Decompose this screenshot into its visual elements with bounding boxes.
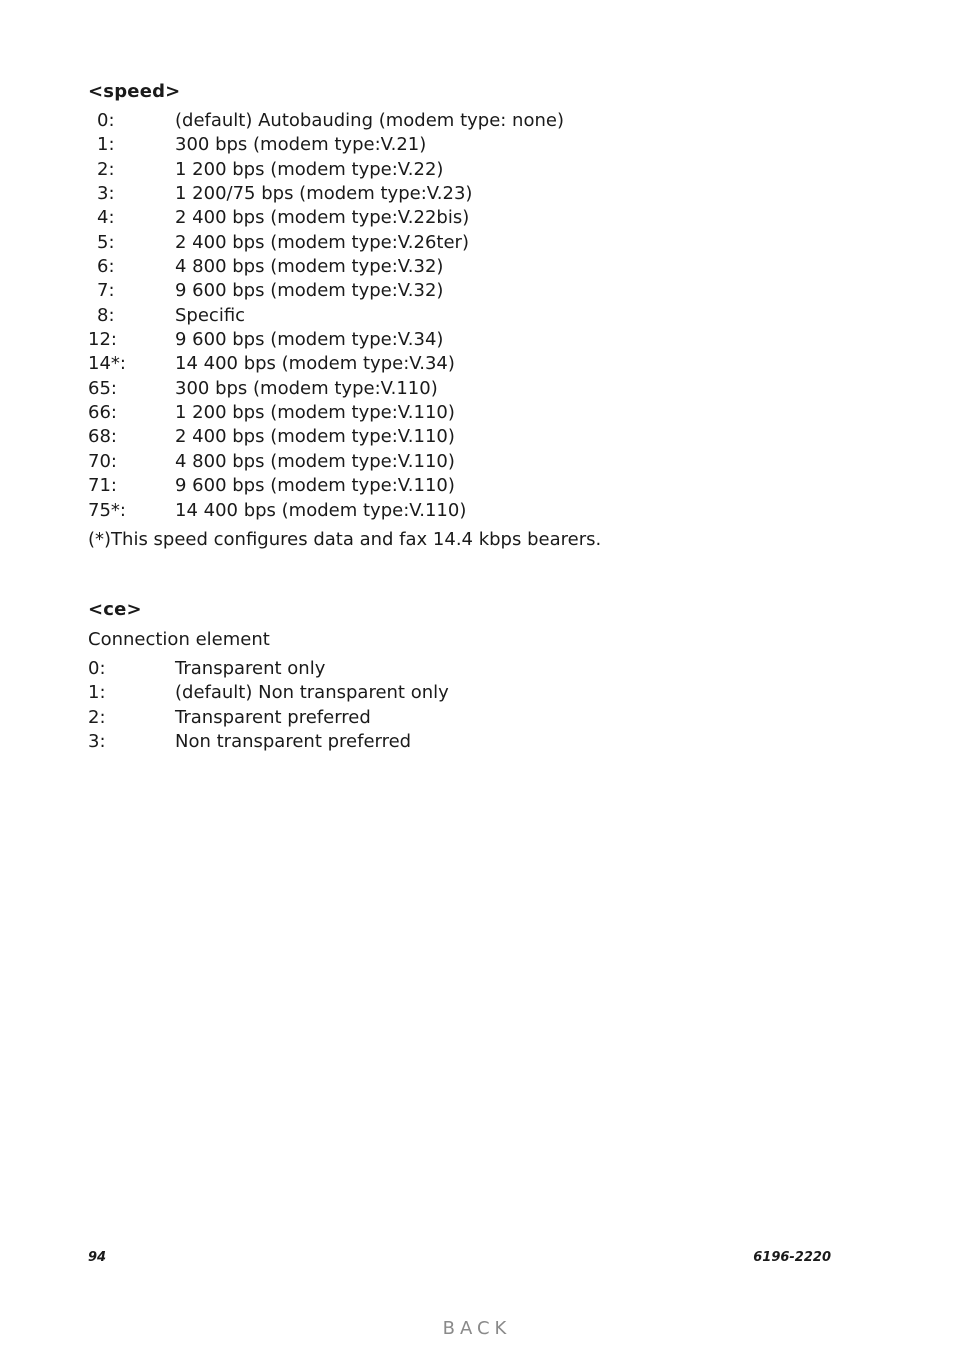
value-code: 1: bbox=[88, 682, 106, 704]
speed-value-list bbox=[88, 109, 848, 523]
value-description: 9 600 bps (modem type:V.32) bbox=[175, 280, 444, 302]
speed-heading: <speed> bbox=[88, 81, 181, 102]
list-item bbox=[88, 109, 848, 133]
page-number: 94 bbox=[88, 1250, 107, 1265]
value-code: 71: bbox=[88, 475, 117, 497]
value-code: 14*: bbox=[88, 353, 126, 375]
document-page bbox=[88, 80, 848, 754]
value-description: 14 400 bps (modem type:V.34) bbox=[175, 353, 455, 375]
list-item bbox=[88, 681, 848, 705]
ce-value-list bbox=[88, 657, 848, 754]
value-code: 68: bbox=[88, 426, 117, 448]
value-description: 2 400 bps (modem type:V.22bis) bbox=[175, 207, 470, 229]
list-item bbox=[88, 352, 848, 376]
list-item bbox=[88, 231, 848, 255]
value-code: 4: bbox=[97, 207, 115, 229]
list-item bbox=[88, 279, 848, 303]
list-item bbox=[88, 182, 848, 206]
value-description: 1 200 bps (modem type:V.110) bbox=[175, 402, 455, 424]
value-description: 1 200/75 bps (modem type:V.23) bbox=[175, 183, 473, 205]
value-code: 6: bbox=[97, 256, 115, 278]
list-item bbox=[88, 425, 848, 449]
list-item bbox=[88, 499, 848, 523]
back-link[interactable]: BACK bbox=[442, 1318, 512, 1339]
value-code: 5: bbox=[97, 231, 115, 253]
list-item bbox=[88, 133, 848, 157]
list-item bbox=[88, 158, 848, 182]
list-item bbox=[88, 450, 848, 474]
list-item bbox=[88, 304, 848, 328]
list-item bbox=[88, 377, 848, 401]
list-item bbox=[88, 255, 848, 279]
value-description: Non transparent preferred bbox=[175, 730, 412, 752]
value-code: 3: bbox=[97, 183, 115, 205]
list-item bbox=[88, 730, 848, 754]
value-code: 0: bbox=[97, 110, 115, 131]
value-code: 8: bbox=[97, 304, 115, 326]
list-item bbox=[88, 706, 848, 730]
value-code: 75*: bbox=[88, 499, 126, 521]
value-description: Transparent only bbox=[175, 657, 326, 679]
value-code: 66: bbox=[88, 402, 117, 424]
value-code: 2: bbox=[97, 158, 115, 180]
value-code: 12: bbox=[88, 329, 117, 351]
value-description: 9 600 bps (modem type:V.110) bbox=[175, 475, 455, 497]
value-description: 14 400 bps (modem type:V.110) bbox=[175, 499, 467, 521]
value-description: 4 800 bps (modem type:V.110) bbox=[175, 450, 455, 472]
value-description: Specific bbox=[175, 304, 246, 326]
speed-footnote: (*)This speed configures data and fax 14.4 kbps bearers. bbox=[88, 528, 602, 550]
list-item bbox=[88, 657, 848, 681]
value-description: 300 bps (modem type:V.110) bbox=[175, 377, 438, 399]
value-code: 2: bbox=[88, 706, 106, 728]
value-description: 1 200 bps (modem type:V.22) bbox=[175, 158, 444, 180]
list-item bbox=[88, 474, 848, 498]
ce-subtitle: Connection element bbox=[88, 628, 270, 650]
list-item bbox=[88, 206, 848, 230]
value-code: 7: bbox=[97, 280, 115, 302]
value-code: 3: bbox=[88, 730, 106, 752]
value-description: 9 600 bps (modem type:V.34) bbox=[175, 329, 444, 351]
value-description: 2 400 bps (modem type:V.26ter) bbox=[175, 231, 469, 253]
value-description: (default) Autobauding (modem type: none) bbox=[175, 110, 564, 131]
value-code: 1: bbox=[97, 134, 115, 156]
document-id: 6196-2220 bbox=[753, 1250, 831, 1265]
value-code: 70: bbox=[88, 450, 117, 472]
value-description: 300 bps (modem type:V.21) bbox=[175, 134, 427, 156]
list-item bbox=[88, 401, 848, 425]
ce-heading: <ce> bbox=[88, 598, 142, 620]
value-code: 0: bbox=[88, 657, 106, 679]
list-item bbox=[88, 328, 848, 352]
value-description: 2 400 bps (modem type:V.110) bbox=[175, 426, 455, 448]
value-code: 65: bbox=[88, 377, 117, 399]
value-description: 4 800 bps (modem type:V.32) bbox=[175, 256, 444, 278]
value-description: Transparent preferred bbox=[175, 706, 371, 728]
value-description: (default) Non transparent only bbox=[175, 682, 449, 704]
